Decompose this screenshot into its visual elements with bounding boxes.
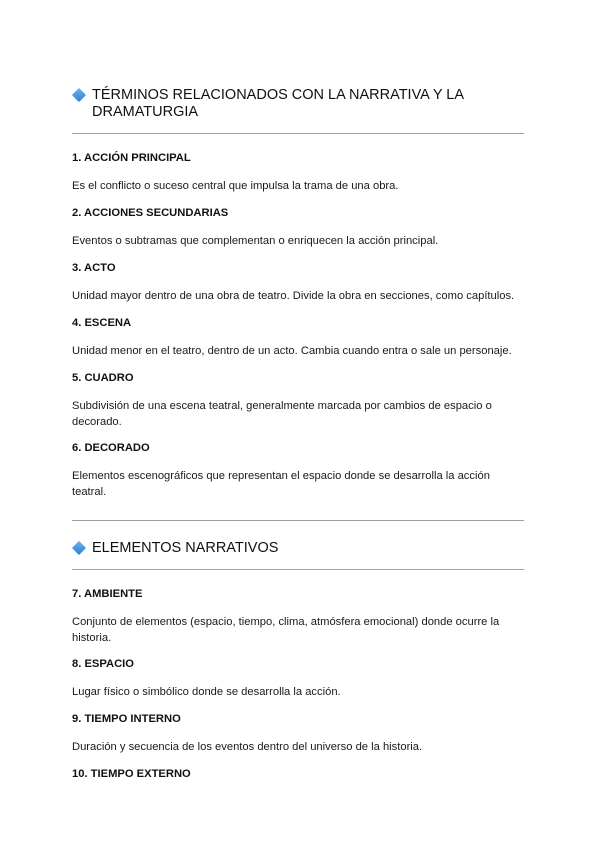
term-description: Eventos o subtramas que complementan o enriquecen la acción principal. [72,235,439,247]
term-heading: 5. CUADRO [72,372,134,384]
term-heading: 7. AMBIENTE [72,588,143,600]
term-description: Duración y secuencia de los eventos dentro del universo de la historia. [72,741,423,753]
term-heading: 9. TIEMPO INTERNO [72,713,181,725]
term-heading: 2. ACCIONES SECUNDARIAS [72,207,229,219]
term-description: Lugar físico o simbólico donde se desarrolla la acción. [72,686,341,698]
term-heading: 6. DECORADO [72,442,150,454]
term-heading: 8. ESPACIO [72,658,134,670]
blue-diamond-icon [72,88,86,102]
term-heading: 4. ESCENA [72,317,132,329]
section-title-narrativa [72,87,524,121]
term-heading: 10. TIEMPO EXTERNO [72,768,191,780]
horizontal-rule [72,569,524,570]
document-content [72,84,524,781]
blue-diamond-icon [72,541,86,555]
term-heading: 3. ACTO [72,262,116,274]
term-description: Elementos escenográficos que representan el espacio donde se desarrolla la acción teatral. [72,470,490,498]
term-description: Unidad menor en el teatro, dentro de un acto. Cambia cuando entra o sale un personaje. [72,345,512,357]
horizontal-rule [72,520,524,521]
term-description: Es el conflicto o suceso central que impulsa la trama de una obra. [72,180,399,192]
term-description: Unidad mayor dentro de una obra de teatro. Divide la obra en secciones, como capítulos. [72,290,515,302]
term-description: Subdivisión de una escena teatral, generalmente marcada por cambios de espacio o decorado. [72,400,492,428]
term-description: Conjunto de elementos (espacio, tiempo, clima, atmósfera emocional) donde ocurre la historia. [72,616,500,644]
section-title-text: TÉRMINOS RELACIONADOS CON LA NARRATIVA Y LA DRAMATURGIA [92,87,464,120]
term-heading: 1. ACCIÓN PRINCIPAL [72,152,191,164]
horizontal-rule [72,133,524,134]
section-title-text: ELEMENTOS NARRATIVOS [92,540,279,556]
section-title-elementos [72,540,524,557]
